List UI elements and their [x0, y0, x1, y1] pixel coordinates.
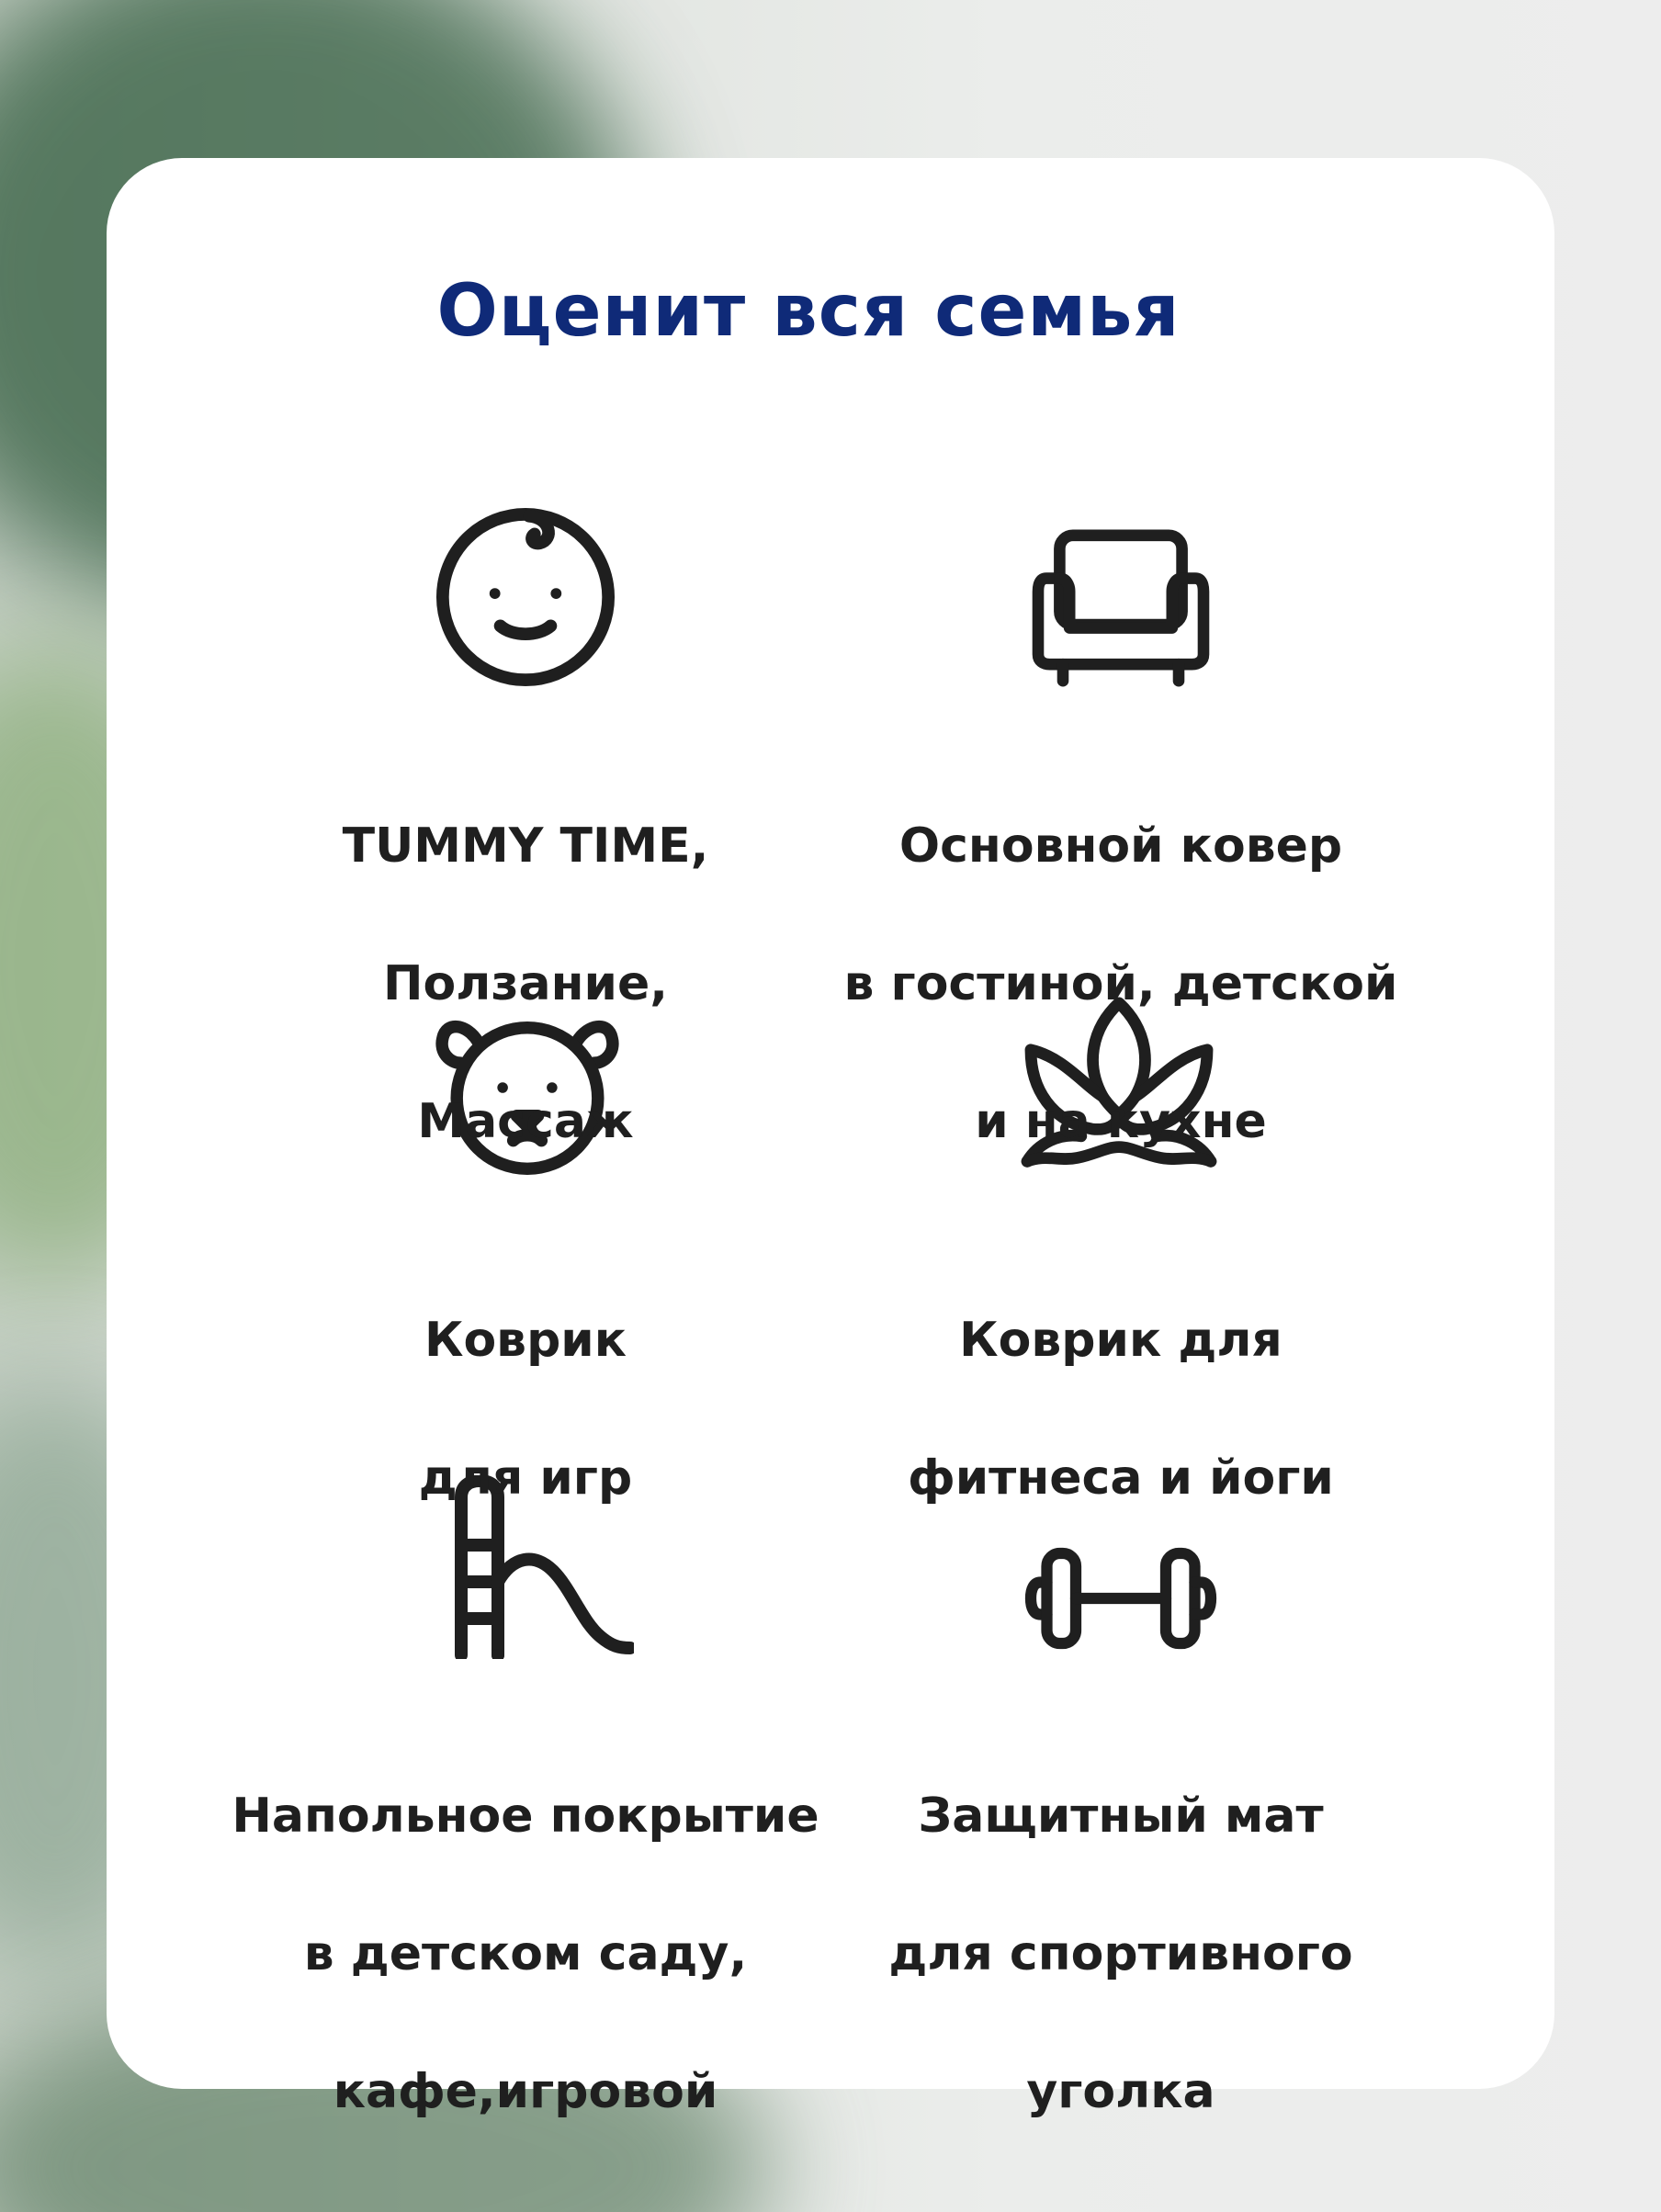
label-line: Массаж: [417, 1094, 634, 1149]
feature-label-sport-corner-mat: [799, 1701, 1442, 2161]
armchair-icon: [1029, 525, 1213, 691]
dumbbell-icon: [1023, 1547, 1218, 1650]
label-line: уголка: [1026, 2064, 1215, 2119]
label-line: для игр: [418, 1450, 633, 1506]
label-line: TUMMY TIME,: [342, 818, 709, 874]
label-line: и на кухне: [975, 1094, 1267, 1149]
label-line: фитнеса и йоги: [908, 1450, 1334, 1506]
feature-label-tummy-time: [266, 731, 785, 1191]
label-line: Напольное покрытие: [232, 1789, 819, 1844]
feature-label-play-mat: [266, 1225, 785, 1547]
label-line: Защитный мат: [918, 1789, 1324, 1844]
feature-label-fitness-yoga: [799, 1225, 1442, 1547]
feature-label-kindergarten-floor: [180, 1701, 871, 2161]
label-line: Коврик: [424, 1313, 627, 1368]
label-line: Основной ковер: [898, 818, 1343, 874]
label-line: Коврик для: [959, 1313, 1282, 1368]
page-title: Оценит вся семья: [436, 270, 1181, 353]
feature-label-main-carpet: [799, 731, 1442, 1191]
label-line: для спортивного: [888, 1926, 1353, 1981]
label-line: в гостиной, детской: [843, 956, 1398, 1011]
label-line: Ползание,: [382, 956, 669, 1011]
label-line: в детском саду,: [303, 1926, 748, 1981]
baby-face-icon: [435, 507, 616, 687]
label-line: кафе,игровой: [333, 2064, 718, 2119]
